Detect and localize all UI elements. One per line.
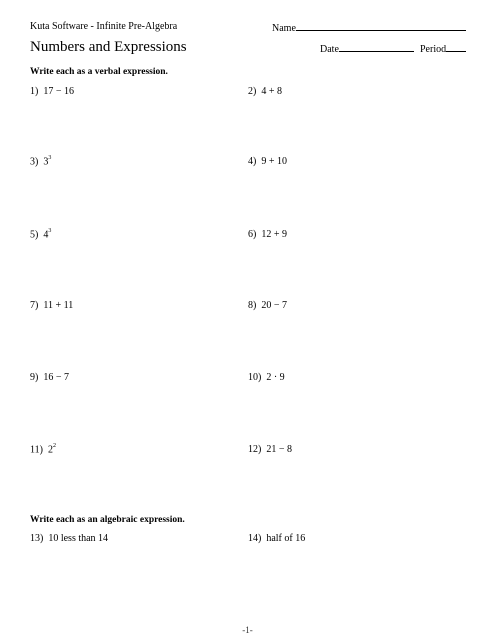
page-title: Numbers and Expressions [30,39,187,55]
name-field[interactable] [272,21,466,34]
problem [248,300,287,311]
problem [30,300,73,311]
problem [30,533,108,544]
problem-number: 1) [30,86,39,97]
problem-expression: 21 − 8 [266,444,292,455]
period-field[interactable] [420,42,466,55]
problem-number: 11) [30,444,43,456]
problem-number: 3) [30,156,39,168]
problem [30,229,51,240]
problem-number: 6) [248,229,257,240]
problem-exponent: 2 [52,443,56,449]
problem-expression: 16 − 7 [43,372,69,383]
problem [30,156,51,167]
period-label: Period [420,44,447,55]
name-blank[interactable] [296,21,466,31]
problem-base: 4 [43,229,49,241]
problem-number: 8) [248,300,257,311]
period-blank[interactable] [446,42,466,52]
problem-base: 2 [47,444,53,456]
problem-expression: 4 + 8 [261,86,282,97]
problem-number: 14) [248,533,262,544]
problem [248,156,287,167]
problem-number: 13) [30,533,44,544]
problem-number: 7) [30,300,39,311]
problem-expression: 10 less than 14 [48,533,109,544]
problem-number: 2) [248,86,257,97]
problem-number: 5) [30,229,39,241]
section-instruction: Write each as a verbal expression. [30,67,168,77]
problem-expression: half of 16 [266,533,306,544]
problem-number: 10) [248,372,262,383]
problem [30,444,56,455]
problem-expression: 2 · 9 [266,372,285,383]
problem [30,372,69,383]
problem [30,86,74,97]
problem [248,444,292,455]
page-number: -1- [242,625,253,635]
problem-number: 12) [248,444,262,455]
problem-number: 4) [248,156,257,167]
problem-base: 3 [43,156,49,168]
problem-expression: 17 − 16 [43,86,74,97]
worksheet-source: Kuta Software - Infinite Pre-Algebra [30,21,178,32]
problem-expression: 11 + 11 [43,300,74,311]
problem [248,533,305,544]
section-instruction: Write each as an algebraic expression. [30,515,185,525]
problem-expression: 20 − 7 [261,300,287,311]
problem-expression: 9 + 10 [261,156,287,167]
problem [248,86,282,97]
date-label: Date [320,44,339,55]
problem-exponent: 3 [48,155,52,161]
problem [248,229,287,240]
problem-number: 9) [30,372,39,383]
problem-expression: 12 + 9 [261,229,287,240]
problem-exponent: 3 [48,228,52,234]
problem [248,372,285,383]
name-label: Name [272,23,296,34]
date-blank[interactable] [339,42,414,52]
date-field[interactable] [320,42,414,55]
